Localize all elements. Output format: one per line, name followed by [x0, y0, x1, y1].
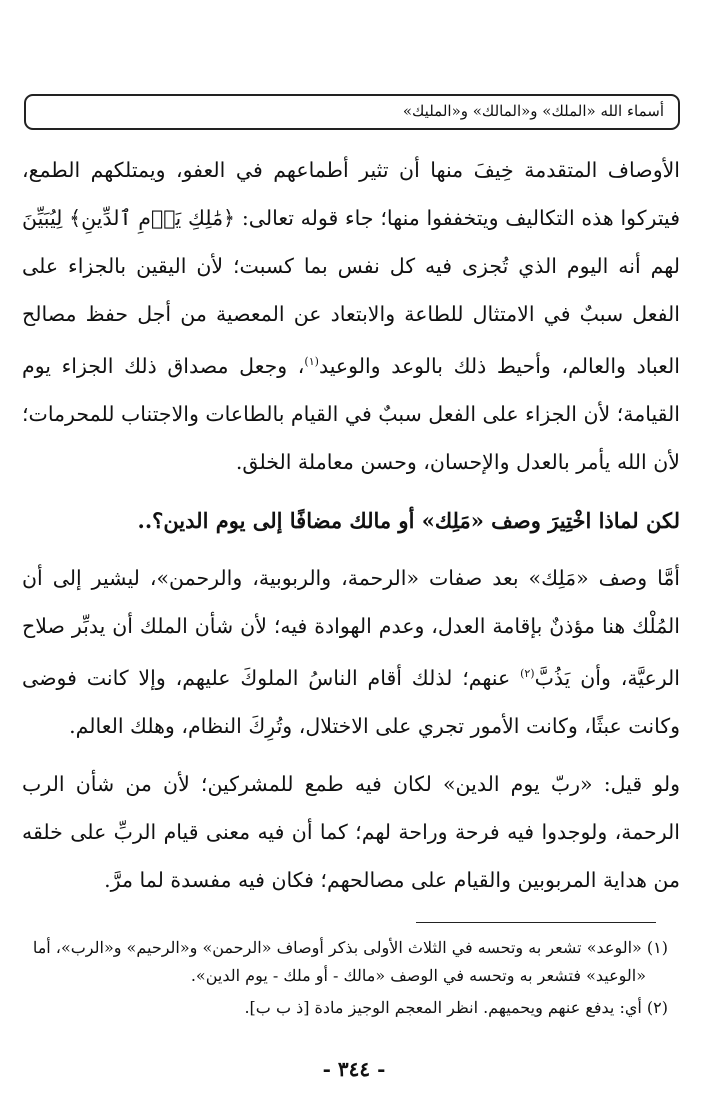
footnote-ref-2: (٢) — [520, 666, 535, 680]
footnote-2: (٢) أي: يدفع عنهم ويحميهم. انظر المعجم الوجيز مادة [ذ ب ب]. — [244, 998, 668, 1017]
footnote-1-line-2: «الوعيد» فتشعر به وتحسه في الوصف «مالك - أو ملك - يوم الدين». — [190, 966, 646, 985]
paragraph-2-continuation: عنهم؛ لذلك أقام الناسُ الملوكَ عليهم، وإلا كانت فوضى وكانت عبثًا، وكانت الأمور تجري على الاختلال، وتُرِكَ النظام، وهلك العالم. — [22, 665, 680, 738]
footnote-1 — [22, 934, 668, 990]
running-header-title: أسماء الله «الملك» و«المالك» و«المليك» — [402, 102, 664, 120]
page-number: - ٣٤٤ - — [322, 1057, 386, 1081]
main-text — [22, 146, 680, 904]
paragraph-2-text: أمَّا وصف «مَلِك» بعد صفات «الرحمة، والربوبية، والرحمن»، ليشير إلى أن المُلْك هنا مؤذنٌ بإقامة العدل، وعدم الهوادة فيه؛ لأن شأن الملك أن يدبِّر صلاح الرعيَّة، وأن يَذُبَّ — [22, 565, 680, 690]
paragraph-3: ولو قيل: «ربّ يوم الدين» لكان فيه طمع للمشركين؛ لأن من شأن الرب الرحمة، ولوجدوا فيه فرحة وراحة لهم؛ كما أن فيه معنى قيام الربِّ على خلقه من هداية المربوبين والقيام على مصالحهم؛ فكان فيه مفسدة لما مرَّ. — [22, 771, 680, 892]
footnotes — [22, 934, 668, 1026]
footnote-separator — [416, 922, 656, 923]
paragraph-1-continuation: ، وجعل مصداق ذلك الجزاء يوم القيامة؛ لأن الجزاء على الفعل سببٌ في القيام بالطاعات والاجتناب للمحرمات؛ لأن الله يأمر بالعدل والإحسان، وحسن معاملة الخلق. — [22, 353, 680, 474]
running-header — [24, 94, 680, 130]
paragraph-2 — [22, 554, 680, 750]
paragraph-1-text: الأوصاف المتقدمة خِيفَ منها أن تثير أطماعهم في العفو، ويمتلكهم الطمع، فيتركوا هذه التكاليف ويتخففوا منها؛ جاء قوله تعالى: ﴿مَٰلِكِ يَوۡمِ ٱلدِّينِ﴾ لِيُبَيِّنَ لهم أنه اليوم الذي تُجزى فيه كل نفس بما كسبت؛ لأن اليقين بالجزاء على الفعل سببٌ في الامتثال للطاعة والابتعاد عن المعصية من أجل حفظ مصالح العباد والعالم، وأحيط ذلك بالوعد والوعيد — [22, 158, 680, 378]
footnote-ref-1: (١) — [304, 355, 319, 368]
section-heading: لكن لماذا اخْتِيرَ وصف «مَلِك» أو مالك مضافًا إلى يوم الدين؟.. — [137, 507, 680, 533]
paragraph-1 — [22, 146, 680, 486]
footnote-1-line-1: (١) «الوعد» تشعر به وتحسه في الثلاث الأولى بذكر أوصاف «الرحمن» و«الرحيم» و«الرب»، أما — [32, 938, 668, 957]
